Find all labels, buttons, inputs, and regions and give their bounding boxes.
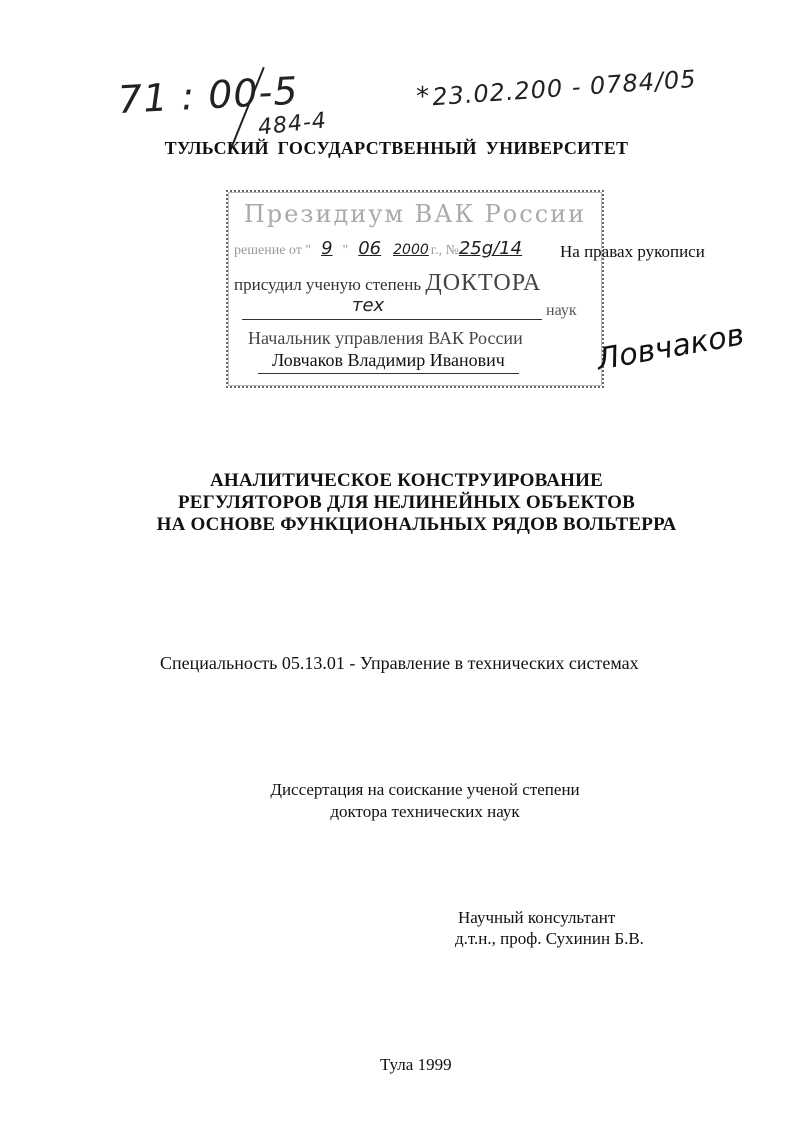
dissertation-title-line-3: НА ОСНОВЕ ФУНКЦИОНАЛЬНЫХ РЯДОВ ВОЛЬТЕРРА xyxy=(156,514,677,535)
handwritten-date-reference: 23.02.200 - 0784/05 xyxy=(431,64,698,112)
dissertation-degree-line-2: доктора технических наук xyxy=(330,802,520,821)
dissertation-degree-line-1: Диссертация на соискание ученой степени xyxy=(270,780,580,799)
specialty: Специальность 05.13.01 - Управление в технических системах xyxy=(160,653,639,673)
stamp-number-prefix: г., № xyxy=(430,243,459,258)
vak-approval-stamp xyxy=(226,190,604,388)
stamp-decision-prefix: решение от " xyxy=(234,243,312,258)
manuscript-note: На правах рукописи xyxy=(560,242,705,261)
stamp-degree: ДОКТОРА xyxy=(425,270,542,296)
stamp-decision-line xyxy=(234,238,608,259)
handwritten-catalog-subcode: 484-4 xyxy=(256,108,329,141)
signature-icon: Ловчаков xyxy=(594,317,747,378)
stamp-title: Президиум ВАК России xyxy=(243,200,587,228)
dissertation-title-line-1: АНАЛИТИЧЕСКОЕ КОНСТРУИРОВАНИЕ xyxy=(209,470,604,491)
stamp-award-line xyxy=(234,270,608,297)
stamp-quote: " xyxy=(342,243,349,258)
stamp-field-rule xyxy=(242,295,542,320)
stamp-field-handwritten: тех xyxy=(352,295,385,316)
stamp-award-prefix: присудил ученую степень xyxy=(234,275,422,294)
stamp-sciences: наук xyxy=(546,302,577,319)
advisor-label: Научный консультант xyxy=(458,908,616,927)
stamp-number: 25g/14 xyxy=(458,238,523,259)
dissertation-title-line-2: РЕГУЛЯТОРОВ ДЛЯ НЕЛИНЕЙНЫХ ОБЪЕКТОВ xyxy=(177,492,636,513)
handwritten-star-icon: * xyxy=(416,82,430,112)
university-name: ТУЛЬСКИЙ ГОСУДАРСТВЕННЫЙ УНИВЕРСИТЕТ xyxy=(164,138,629,158)
stamp-head-name: Ловчаков Владимир Иванович xyxy=(258,350,519,374)
stamp-sciences-line xyxy=(242,295,616,320)
stamp-year: 2000 xyxy=(393,242,429,258)
stamp-day: 9 xyxy=(321,238,333,259)
advisor-name: д.т.н., проф. Сухинин Б.В. xyxy=(455,929,644,948)
stamp-head-title: Начальник управления ВАК России xyxy=(248,328,523,348)
stamp-month: 06 xyxy=(358,238,382,259)
handwritten-catalog-code: 71 : 00-5 xyxy=(116,68,300,122)
place-year: Тула 1999 xyxy=(380,1055,452,1074)
